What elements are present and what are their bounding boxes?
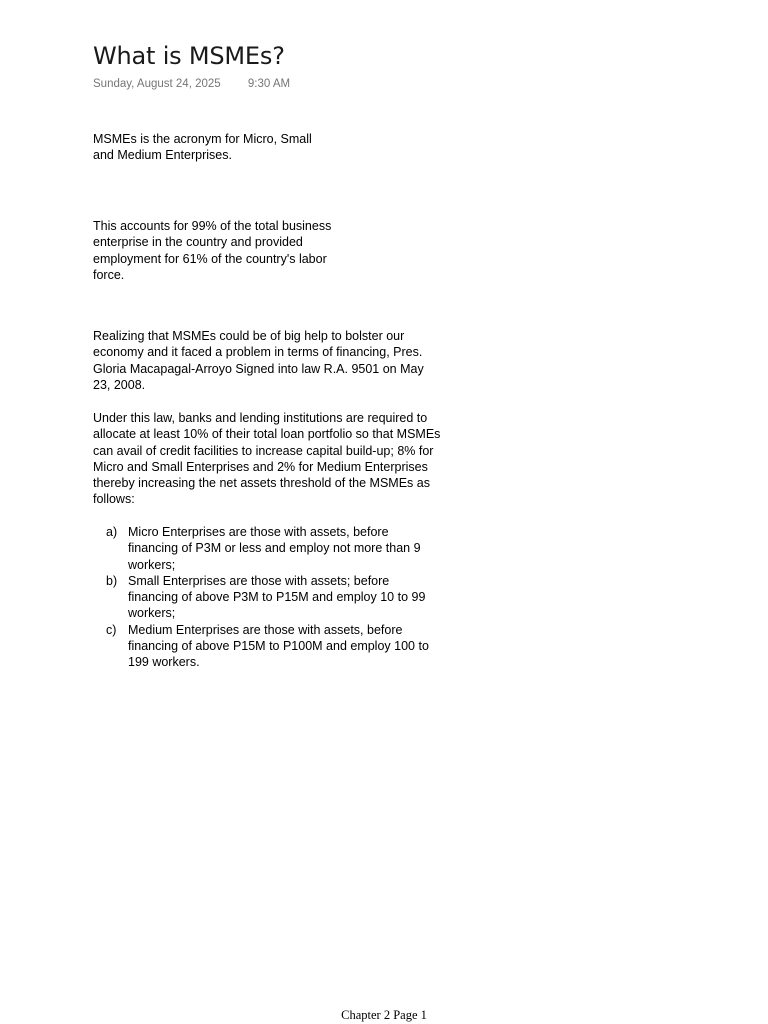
paragraph-statistics: This accounts for 99% of the total business enterprise in the country and provided employment for 61% of the country's labor force. (93, 219, 332, 282)
enterprise-list (106, 524, 441, 671)
list-item (106, 573, 441, 622)
list-item (106, 524, 441, 573)
page-footer: Chapter 2 Page 1 (341, 1008, 427, 1022)
paragraph-law: Realizing that MSMEs could be of big help to bolster our economy and it faced a problem in terms of financing, Pres. Gloria Macapagal-Arroyo Signed into law R.A. 9501 on May 23, 2008. (93, 329, 424, 392)
paragraph-definition: MSMEs is the acronym for Micro, Small and Medium Enterprises. (93, 132, 312, 163)
page-date: Sunday, August 24, 2025 (93, 78, 221, 90)
page-time: 9:30 AM (247, 78, 291, 90)
list-item (106, 622, 441, 671)
page-meta (93, 78, 290, 90)
list-marker: b) (106, 573, 118, 588)
page-title: What is MSMEs? (93, 42, 285, 70)
list-item-text: Small Enterprises are those with assets; before financing of above P3M to P15M and employ 10 to 99 workers; (128, 573, 426, 621)
list-marker: a) (106, 525, 118, 539)
list-item-text: Micro Enterprises are those with assets, before financing of P3M or less and employ not more than 9 workers; (128, 525, 421, 572)
list-item-text: Medium Enterprises are those with assets, before financing of above P15M to P100M and employ 100 to 199 workers. (128, 622, 429, 670)
paragraph-requirements: Under this law, banks and lending institutions are required to allocate at least 10% of their total loan portfolio so that MSMEs can avail of credit facilities to increase capital build-up; 8% for Micro and Small Enterprises and 2% for Medium Enterprises thereby increasing the net assets threshold of the MSMEs as follows: (93, 411, 441, 507)
list-marker: c) (106, 622, 117, 637)
